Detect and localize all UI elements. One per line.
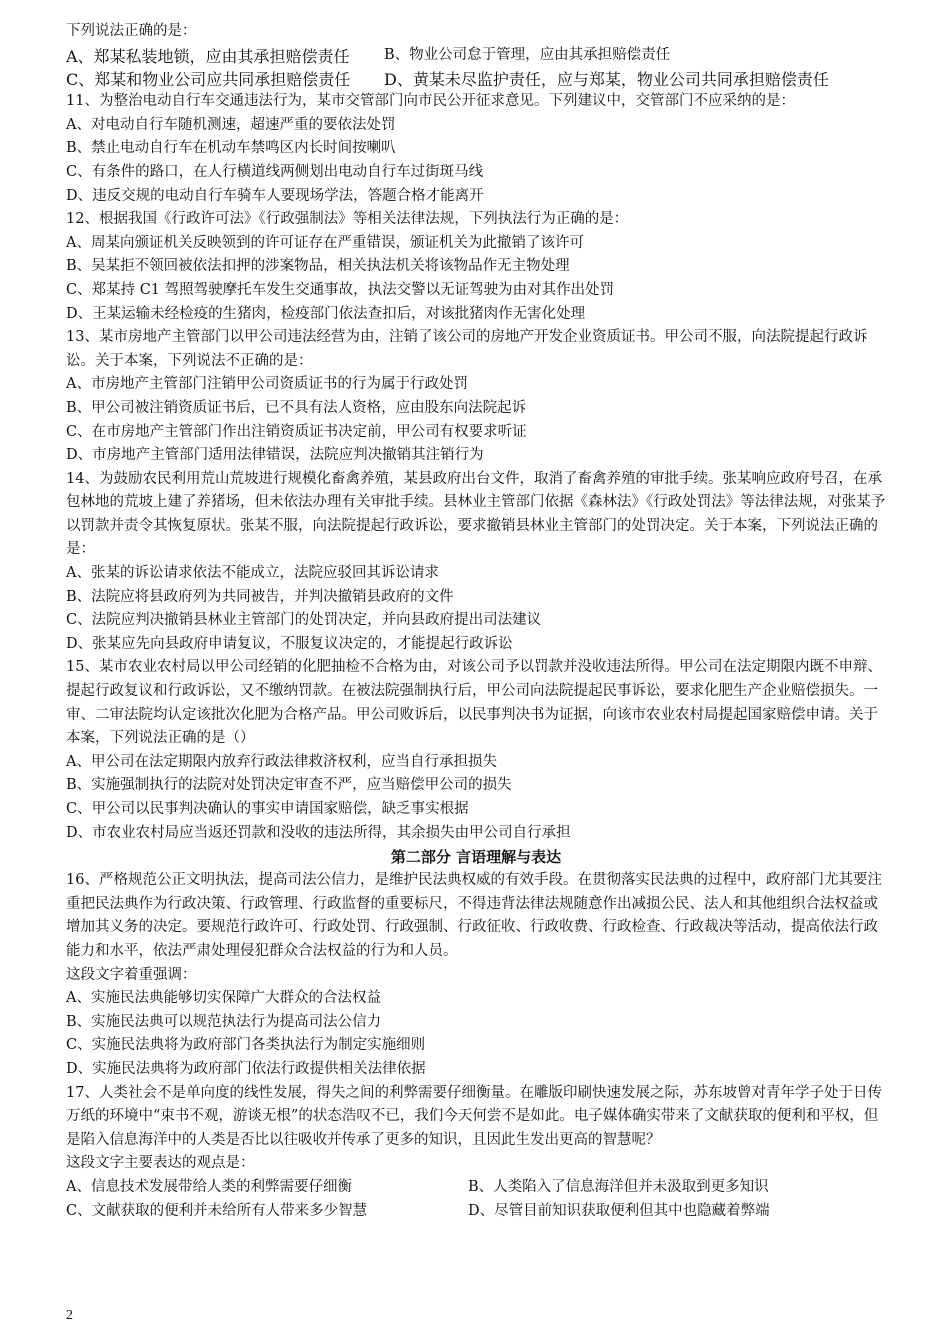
option-a: A、周某向颁证机关反映领到的许可证存在严重错误，颁证机关为此撤销了该许可 bbox=[66, 234, 584, 251]
option-b: B、吴某拒不领回被依法扣押的涉案物品，相关执法机关将该物品作无主物处理 bbox=[66, 258, 570, 275]
option-b: B、实施强制执行的法院对处罚决定审查不严，应当赔偿甲公司的损失 bbox=[66, 777, 512, 794]
option-c: C、郑某持 C1 驾照驾驶摩托车发生交通事故，执法交警以无证驾驶为由对其作出处罚 bbox=[66, 281, 615, 298]
option-row bbox=[66, 1176, 886, 1200]
option-d: D、违反交规的电动自行车骑车人要现场学法，答题合格才能离开 bbox=[66, 187, 484, 204]
option-d: D、王某运输未经检疫的生猪肉，检疫部门依法查扣后，对该批猪肉作无害化处理 bbox=[66, 305, 586, 322]
option-a: A、市房地产主管部门注销甲公司资质证书的行为属于行政处罚 bbox=[66, 376, 468, 393]
option-c: C、文献获取的便利并未给所有人带来多少智慧 bbox=[66, 1202, 368, 1219]
option-d: D、黄某未尽监护责任，应与郑某，物业公司共同承担赔偿责任 bbox=[384, 70, 829, 90]
option-a: A、实施民法典能够切实保障广大群众的合法权益 bbox=[66, 990, 381, 1007]
option-c: C、有条件的路口，在人行横道线两侧划出电动自行车过街斑马线 bbox=[66, 163, 484, 180]
question-prompt: 这段文字主要表达的观点是： bbox=[66, 1155, 255, 1172]
question-stem: 13、某市房地产主管部门以甲公司违法经营为由，注销了该公司的房地产开发企业资质证书。甲公司不服，向法院提起行政诉讼。关于本案，下列说法不正确的是： bbox=[66, 329, 868, 369]
option-b: B、人类陷入了信息海洋但并未汲取到更多知识 bbox=[468, 1178, 769, 1195]
option-b: B、甲公司被注销资质证书后，已不具有法人资格，应由股东向法院起诉 bbox=[66, 399, 527, 416]
question-stem: 17、人类社会不是单向度的线性发展，得失之间的利弊需要仔细衡量。在雕版印刷快速发展之际，苏东坡曾对青年学子处于日传万纸的环境中“束书不观，游谈无根”的状态浩叹不已，我们今天何尝不是如此。电子媒体确实带来了文献获取的便利和平权，但是陷入信息海洋中的人类是否比以往吸收并传承了更多的知识，且因此生发出更高的智慧呢？ bbox=[66, 1084, 882, 1148]
option-b: B、物业公司怠于管理，应由其承担赔偿责任 bbox=[384, 46, 671, 63]
option-row bbox=[66, 1200, 886, 1224]
option-c: C、实施民法典将为政府部门各类执法行为制定实施细则 bbox=[66, 1037, 426, 1054]
option-c: C、甲公司以民事判决确认的事实申请国家赔偿，缺乏事实根据 bbox=[66, 801, 469, 817]
option-d: D、市房地产主管部门适用法律错误，法院应判决撤销其注销行为 bbox=[66, 447, 484, 464]
option-c: C、在市房地产主管部门作出注销资质证书决定前，甲公司有权要求听证 bbox=[66, 423, 527, 440]
option-d: D、尽管目前知识获取便利但其中也隐藏着弊端 bbox=[468, 1202, 770, 1219]
question-stem: 11、为整治电动自行车交通违法行为，某市交管部门向市民公开征求意见。下列建议中，交管部门不应采纳的是： bbox=[66, 93, 795, 110]
option-a: A、郑某私装地锁，应由其承担赔偿责任 bbox=[66, 46, 350, 66]
page-number: 2 bbox=[66, 1308, 73, 1323]
option-c: C、郑某和物业公司应共同承担赔偿责任 bbox=[66, 70, 351, 90]
option-c: C、法院应判决撤销县林业主管部门的处罚决定，并向县政府提出司法建议 bbox=[66, 612, 542, 629]
question-prompt: 这段文字着重强调： bbox=[66, 966, 197, 983]
option-d: D、市农业农村局应当返还罚款和没收的违法所得，其余损失由甲公司自行承担 bbox=[66, 824, 571, 841]
question-stem: 14、为鼓励农民利用荒山荒坡进行规模化畜禽养殖，某县政府出台文件，取消了畜禽养殖的审批手续。张某响应政府号召，在承包林地的荒坡上建了养猪场，但未依法办理有关审批手续。县林业主管部门依据《森林法》《行政处罚法》等法律法规，对张某予以罚款并责令其恢复原状。张某不服，向法院提起行政诉讼，要求撤销县林业主管部门的处罚决定。关于本案，下列说法正确的是： bbox=[66, 470, 886, 558]
section-heading: 第二部分 言语理解与表达 bbox=[390, 848, 562, 867]
option-a: A、甲公司在法定期限内放弃行政法律救济权利，应当自行承担损失 bbox=[66, 753, 497, 770]
option-b: B、实施民法典可以规范执法行为提高司法公信力 bbox=[66, 1013, 382, 1030]
option-d: D、张某应先向县政府申请复议，不服复议决定的，才能提起行政诉讼 bbox=[66, 635, 513, 652]
question-intro: 下列说法正确的是： bbox=[66, 23, 197, 39]
option-a: A、信息技术发展带给人类的利弊需要仔细衡 bbox=[66, 1178, 352, 1195]
option-d: D、实施民法典将为政府部门依法行政提供相关法律依据 bbox=[66, 1060, 426, 1077]
option-a: A、对电动自行车随机测速，超速严重的要依法处罚 bbox=[66, 116, 396, 133]
question-stem: 12、根据我国《行政许可法》《行政强制法》等相关法律法规，下列执法行为正确的是： bbox=[66, 211, 629, 228]
option-a: A、张某的诉讼请求依法不能成立，法院应驳回其诉讼请求 bbox=[66, 565, 439, 582]
question-stem: 16、严格规范公正文明执法，提高司法公信力，是维护民法典权威的有效手段。在贯彻落实民法典的过程中，政府部门尤其要注重把民法典作为行政决策、行政管理、行政监督的重要标尺，不得违背法律法规随意作出减损公民、法人和其他组织合法权益或增加其义务的决定。要规范行政许可、行政处罚、行政强制、行政征收、行政收费、行政检查、行政裁决等活动，提高依法行政能力和水平，依法严肃处理侵犯群众合法权益的行为和人员。 bbox=[66, 872, 882, 959]
option-row bbox=[66, 44, 886, 68]
option-b: B、法院应将县政府列为共同被告，并判决撤销县政府的文件 bbox=[66, 588, 454, 605]
option-b: B、禁止电动自行车在机动车禁鸣区内长时间按喇叭 bbox=[66, 140, 396, 157]
option-row bbox=[66, 67, 886, 90]
document-page bbox=[66, 20, 886, 1223]
question-stem: 15、某市农业农村局以甲公司经销的化肥抽检不合格为由，对该公司予以罚款并没收违法所得。甲公司在法定期限内既不申辩、提起行政复议和行政诉讼，又不缴纳罚款。在被法院强制执行后，甲公司向法院提起民事诉讼，要求化肥生产企业赔偿损失。一审、二审法院均认定该批次化肥为合格产品。甲公司败诉后，以民事判决书为证据，向该市农业农村局提起国家赔偿申请。关于本案，下列说法正确的是（） bbox=[66, 659, 882, 747]
